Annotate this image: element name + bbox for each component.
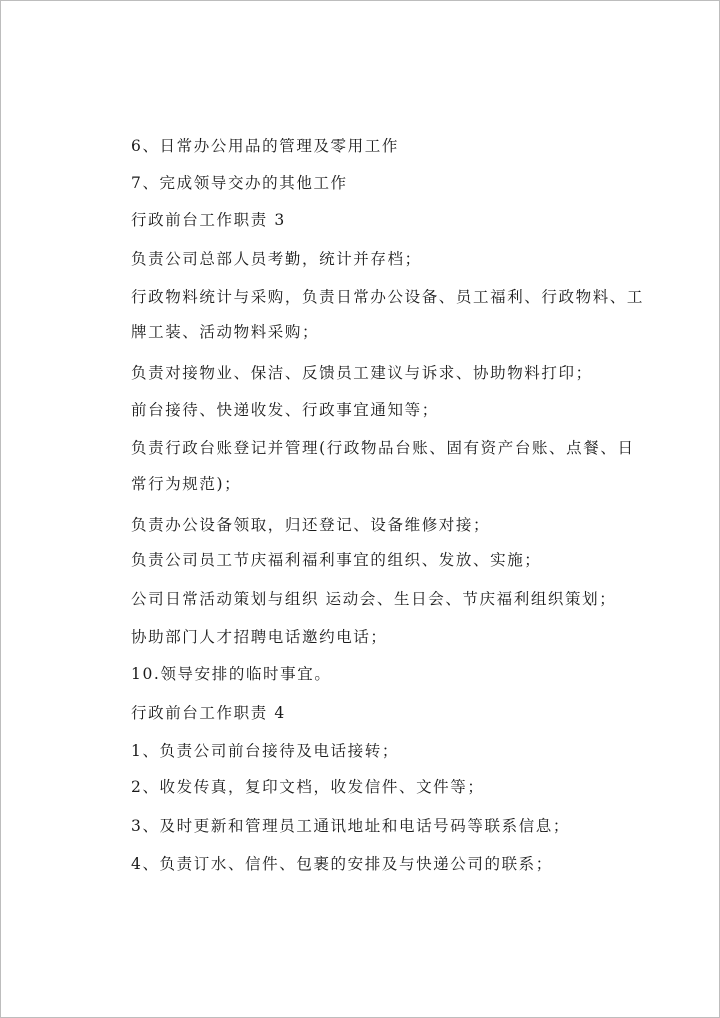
text-line: 负责公司员工节庆福利福利事宜的组织、发放、实施； (131, 551, 542, 569)
text-line: 前台接待、快递收发、行政事宜通知等； (131, 401, 439, 419)
section-heading: 行政前台工作职责 4 (131, 704, 286, 722)
text-line: 负责公司总部人员考勤，统计并存档； (131, 250, 422, 268)
text-line: 负责对接物业、保洁、反馈员工建议与诉求、协助物料打印； (131, 364, 593, 382)
text-line: 4、负责订水、信件、包裹的安排及与快递公司的联系； (131, 855, 553, 873)
text-line: 10.领导安排的临时事宜。 (131, 665, 332, 683)
text-line: 公司日常活动策划与组织 运动会、生日会、节庆福利组织策划； (131, 590, 617, 608)
text-line: 协助部门人才招聘电话邀约电话； (131, 628, 388, 646)
text-line: 2、收发传真，复印文档，收发信件、文件等； (131, 778, 485, 796)
text-line: 常行为规范)； (131, 475, 242, 493)
text-line: 7、完成领导交办的其他工作 (131, 174, 348, 192)
text-line: 3、及时更新和管理员工通讯地址和电话号码等联系信息； (131, 817, 570, 835)
text-line: 行政物料统计与采购，负责日常办公设备、员工福利、行政物料、工 (131, 288, 645, 306)
text-line: 1、负责公司前台接待及电话接转； (131, 742, 399, 760)
text-line: 负责行政台账登记并管理(行政物品台账、固有资产台账、点餐、日 (131, 439, 635, 457)
text-line: 牌工装、活动物料采购； (131, 323, 320, 341)
text-line: 6、日常办公用品的管理及零用工作 (131, 137, 399, 155)
section-heading: 行政前台工作职责 3 (131, 211, 286, 229)
text-line: 负责办公设备领取，归还登记、设备维修对接； (131, 516, 491, 534)
